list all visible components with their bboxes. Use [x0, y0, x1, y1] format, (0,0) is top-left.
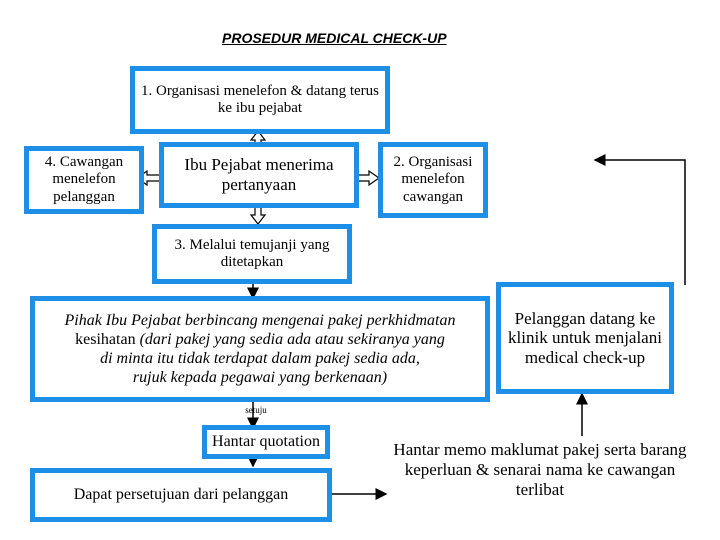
quotation-text: Hantar quotation — [212, 432, 320, 450]
setuju-label: setuju — [245, 405, 267, 415]
approval-text: Dapat persetujuan dari pelanggan — [73, 485, 289, 503]
discuss-line4: rujuk kepada pegawai yang berkenaan) — [132, 369, 388, 387]
step1-text: 1. Organisasi menelefon & datang terus ke ibu pejabat — [141, 82, 379, 116]
step2-box — [378, 142, 488, 218]
step2-text: 2. Organisasi menelefon cawangan — [393, 154, 473, 205]
discuss-line2-plain: kesihatan — [75, 330, 136, 348]
page-title: PROSEDUR MEDICAL CHECK-UP — [222, 30, 447, 46]
step3-text: 3. Melalui temujanji yang ditetapkan — [174, 236, 330, 270]
step3-box — [152, 224, 352, 284]
hq-text: Ibu Pejabat menerima pertanyaan — [184, 155, 334, 194]
discuss-line2-italic: (dari pakej yang sedia ada atau sekiranya yang — [139, 330, 445, 348]
arrow-customer-to-step2 — [595, 160, 685, 285]
discussion-box — [30, 296, 490, 402]
hq-box — [159, 142, 359, 208]
memo-text: Hantar memo maklumat pakej serta barang keperluan & senarai nama ke cawangan terlibat — [393, 440, 687, 500]
hollow-down-arrow — [251, 207, 265, 224]
step1-box — [130, 66, 390, 134]
discuss-line1: Pihak Ibu Pejabat berbincang mengenai pakej perkhidmatan — [64, 311, 456, 329]
step4-box — [24, 146, 144, 214]
customer-box — [496, 282, 674, 394]
approval-box — [30, 468, 332, 522]
discuss-line3: di minta itu tidak terdapat dalam pakej sedia ada, — [100, 350, 420, 368]
step4-text: 4. Cawangan menelefon pelanggan — [44, 154, 124, 205]
quotation-box — [202, 425, 330, 459]
customer-text: Pelanggan datang ke klinik untuk menjalani medical check-up — [508, 308, 662, 367]
